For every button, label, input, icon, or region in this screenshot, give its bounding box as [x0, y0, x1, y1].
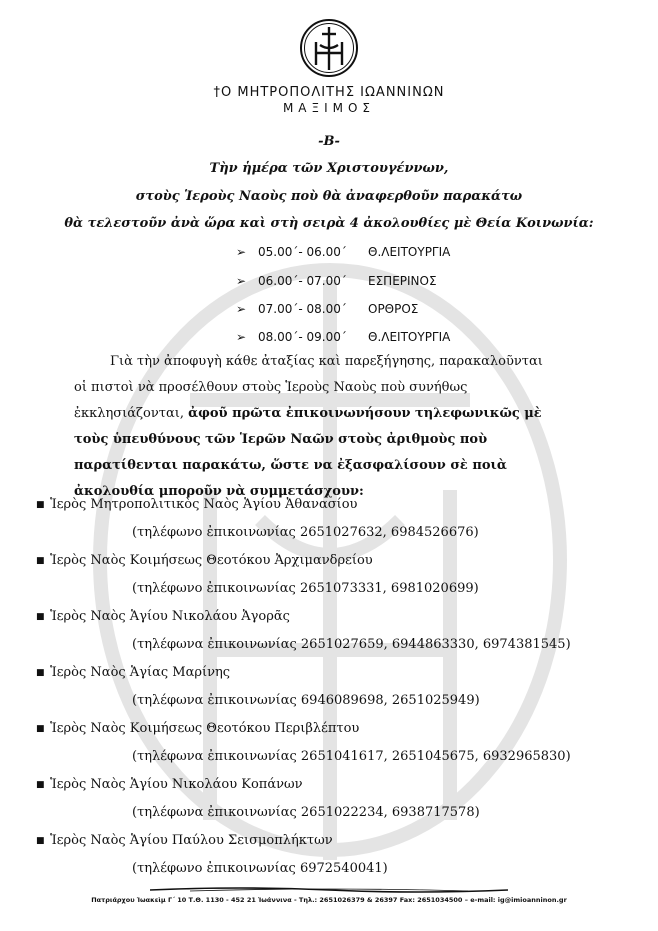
arrow-bullet-icon: ➢ [236, 245, 247, 259]
square-bullet-icon: ■ [36, 612, 45, 622]
square-bullet-icon: ■ [36, 780, 45, 790]
church-name: ■ Ἱερὸς Ναὸς Ἁγίου Νικολάου Ἀγορᾶς [36, 609, 290, 624]
schedule-time: 05.00΄- 06.00΄ [258, 245, 347, 259]
schedule-item [236, 302, 418, 316]
metropolis-emblem-icon [299, 18, 359, 78]
intro-line-2: στοὺς Ἱεροὺς Ναοὺς ποὺ θὰ ἀναφερθοῦν παρακάτω [135, 189, 523, 204]
schedule-time: 08.00΄- 09.00΄ [258, 330, 347, 344]
schedule-time: 07.00΄- 08.00΄ [258, 302, 347, 316]
intro-line-1: Τὴν ἡμέρα τῶν Χριστουγέννων, [209, 161, 449, 176]
square-bullet-icon: ■ [36, 724, 45, 734]
instructions-paragraph [74, 349, 548, 505]
church-name: ■ Ἱερὸς Ναὸς Ἁγίου Παύλου Σεισμοπλήκτων [36, 833, 333, 848]
schedule-time: 06.00΄- 07.00΄ [258, 274, 347, 288]
instructions-emphasis: ἀφοῦ πρῶτα ἐπικοινωνήσουν τηλεφωνικῶς μὲ τοὺς ὑπευθύνους τῶν Ἱερῶν Ναῶν στοὺς ἀριθμοὺς ποὺ παρατίθενται παρακάτω, ὥστε να ἐξασφαλίσουν σὲ ποιὰ ἀκολουθία μποροῦν νὰ συμμετάσχουν: [74, 406, 542, 499]
church-name: ■ Ἱερὸς Ναὸς Κοιμήσεως Θεοτόκου Ἀρχιμανδρείου [36, 553, 373, 568]
square-bullet-icon: ■ [36, 668, 45, 678]
arrow-bullet-icon: ➢ [236, 274, 247, 288]
church-phones: (τηλέφωνα ἐπικοινωνίας 2651022234, 6938717578) [132, 805, 480, 820]
intro-line-3: θὰ τελεστοῦν ἀνὰ ὥρα καὶ στὴ σειρὰ 4 ἀκολουθίες μὲ Θεία Κοινωνία: [64, 216, 594, 231]
schedule-service: ΕΣΠΕΡΙΝΟΣ [368, 274, 437, 288]
church-phones: (τηλέφωνα ἐπικοινωνίας 6946089698, 2651025949) [132, 693, 480, 708]
issuer-name: ΜΑΞΙΜΟΣ [282, 101, 376, 115]
church-phones: (τηλέφωνο ἐπικοινωνίας 2651027632, 6984526676) [132, 525, 479, 540]
church-name: ■ Ἱερὸς Ναὸς Κοιμήσεως Θεοτόκου Περιβλέπτου [36, 721, 360, 736]
church-name: ■ Ἱερὸς Μητροπολιτικὸς Ναὸς Ἁγίου Ἀθανασίου [36, 497, 358, 512]
schedule-service: ΟΡΘΡΟΣ [368, 302, 419, 316]
church-phones: (τηλέφωνα ἐπικοινωνίας 2651027659, 6944863330, 6974381545) [132, 637, 571, 652]
church-phones: (τηλέφωνο ἐπικοινωνίας 2651073331, 6981020699) [132, 581, 479, 596]
schedule-item [236, 274, 437, 288]
schedule-service: Θ.ΛΕΙΤΟΥΡΓΙΑ [368, 330, 451, 344]
footer-contact: Πατριάρχου Ἰωακεὶμ Γ΄ 10 Τ.Θ. 1130 - 452 21 Ἰωάννινα - Τηλ.: 2651026379 & 26397 Fax: 2651034500 – e-mail: ig@imioanninon.gr [91, 896, 567, 904]
section-marker: -Β- [318, 134, 340, 149]
instructions-text: Γιὰ τὴν ἀποφυγὴ κάθε ἀταξίας καὶ παρεξήγησης, παρακαλοῦνται οἱ πιστοὶ νὰ προσέλθουν στοὺς Ἱεροὺς Ναοὺς ποὺ συνήθως ἐκκλησιάζονται, [74, 354, 543, 421]
issuer-title: †Ο ΜΗΤΡΟΠΟΛΙΤΗΣ ΙΩΑΝΝΙΝΩΝ [213, 85, 445, 100]
square-bullet-icon: ■ [36, 556, 45, 566]
square-bullet-icon: ■ [36, 500, 45, 510]
schedule-service: Θ.ΛΕΙΤΟΥΡΓΙΑ [368, 245, 451, 259]
schedule-item [236, 330, 450, 344]
church-name: ■ Ἱερὸς Ναὸς Ἁγίου Νικολάου Κοπάνων [36, 777, 303, 792]
ornamental-divider [150, 886, 508, 894]
square-bullet-icon: ■ [36, 836, 45, 846]
arrow-bullet-icon: ➢ [236, 302, 247, 316]
schedule-item [236, 245, 450, 259]
church-name: ■ Ἱερὸς Ναὸς Ἁγίας Μαρίνης [36, 665, 231, 680]
church-phones: (τηλέφωνο ἐπικοινωνίας 6972540041) [132, 861, 388, 876]
church-phones: (τηλέφωνα ἐπικοινωνίας 2651041617, 2651045675, 6932965830) [132, 749, 571, 764]
arrow-bullet-icon: ➢ [236, 330, 247, 344]
